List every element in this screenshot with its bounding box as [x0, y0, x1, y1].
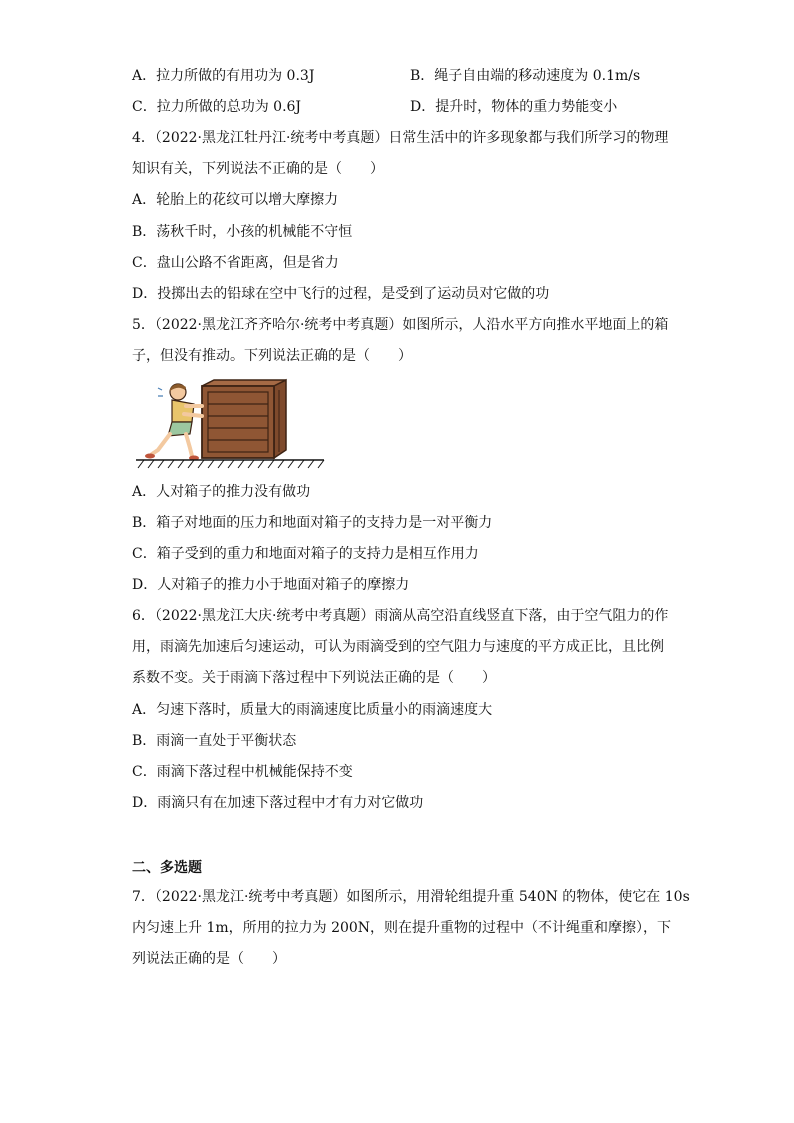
q4-stem-line1: 4．（2022·黑龙江牡丹江·统考中考真题）日常生活中的许多现象都与我们所学习的物理: [132, 130, 669, 146]
q7-stem-line2: 内匀速上升 1m，所用的拉力为 200N，则在提升重物的过程中（不计绳重和摩擦），下: [132, 920, 672, 936]
q3-option-c: C．拉力所做的总功为 0.6J: [132, 99, 302, 115]
q7-stem-line3: 列说法正确的是（ ）: [132, 951, 286, 967]
q6-option-b: B．雨滴一直处于平衡状态: [132, 733, 297, 749]
q5-option-c: C．箱子受到的重力和地面对箱子的支持力是相互作用力: [132, 546, 479, 562]
q4-option-a: A．轮胎上的花纹可以增大摩擦力: [132, 192, 339, 208]
crate: [202, 380, 286, 458]
q7-stem-line1: 7．（2022·黑龙江·统考中考真题）如图所示，用滑轮组提升重 540N 的物体，使它在 10s: [132, 889, 690, 905]
q3-option-a: A．拉力所做的有用功为 0.3J: [132, 68, 315, 84]
q6-option-a: A．匀速下落时，质量大的雨滴速度比质量小的雨滴速度大: [132, 702, 493, 718]
person: [145, 384, 202, 461]
q4-option-d: D．投掷出去的铅球在空中飞行的过程，是受到了运动员对它做的功: [132, 286, 550, 302]
q6-stem-line1: 6．（2022·黑龙江大庆·统考中考真题）雨滴从高空沿直线竖直下落，由于空气阻力的作: [132, 608, 669, 624]
person-pushing-crate-icon: [136, 376, 328, 472]
q5-option-d: D．人对箱子的推力小于地面对箱子的摩擦力: [132, 577, 410, 593]
q5-stem-line2: 子，但没有推动。下列说法正确的是（ ）: [132, 348, 412, 364]
q6-stem-line2: 用，雨滴先加速后匀速运动，可认为雨滴受到的空气阻力与速度的平方成正比，且比例: [132, 639, 664, 655]
q6-option-d: D．雨滴只有在加速下落过程中才有力对它做功: [132, 795, 424, 811]
q4-stem-line2: 知识有关，下列说法不正确的是（ ）: [132, 161, 384, 177]
q5-option-a: A．人对箱子的推力没有做功: [132, 484, 311, 500]
q4-option-c: C．盘山公路不省距离，但是省力: [132, 255, 339, 271]
q4-option-b: B．荡秋千时，小孩的机械能不守恒: [132, 224, 353, 240]
q6-stem-line3: 系数不变。关于雨滴下落过程中下列说法正确的是（ ）: [132, 670, 496, 686]
q5-stem-line1: 5．（2022·黑龙江齐齐哈尔·统考中考真题）如图所示，人沿水平方向推水平地面上的箱: [132, 317, 669, 333]
q6-option-c: C．雨滴下落过程中机械能保持不变: [132, 764, 353, 780]
q3-option-d: D．提升时，物体的重力势能变小: [410, 99, 618, 115]
section-heading: 二、多选题: [132, 860, 202, 876]
q5-option-b: B．箱子对地面的压力和地面对箱子的支持力是一对平衡力: [132, 515, 493, 531]
ground: [136, 460, 324, 468]
q3-option-b: B．绳子自由端的移动速度为 0.1m/s: [410, 68, 641, 84]
